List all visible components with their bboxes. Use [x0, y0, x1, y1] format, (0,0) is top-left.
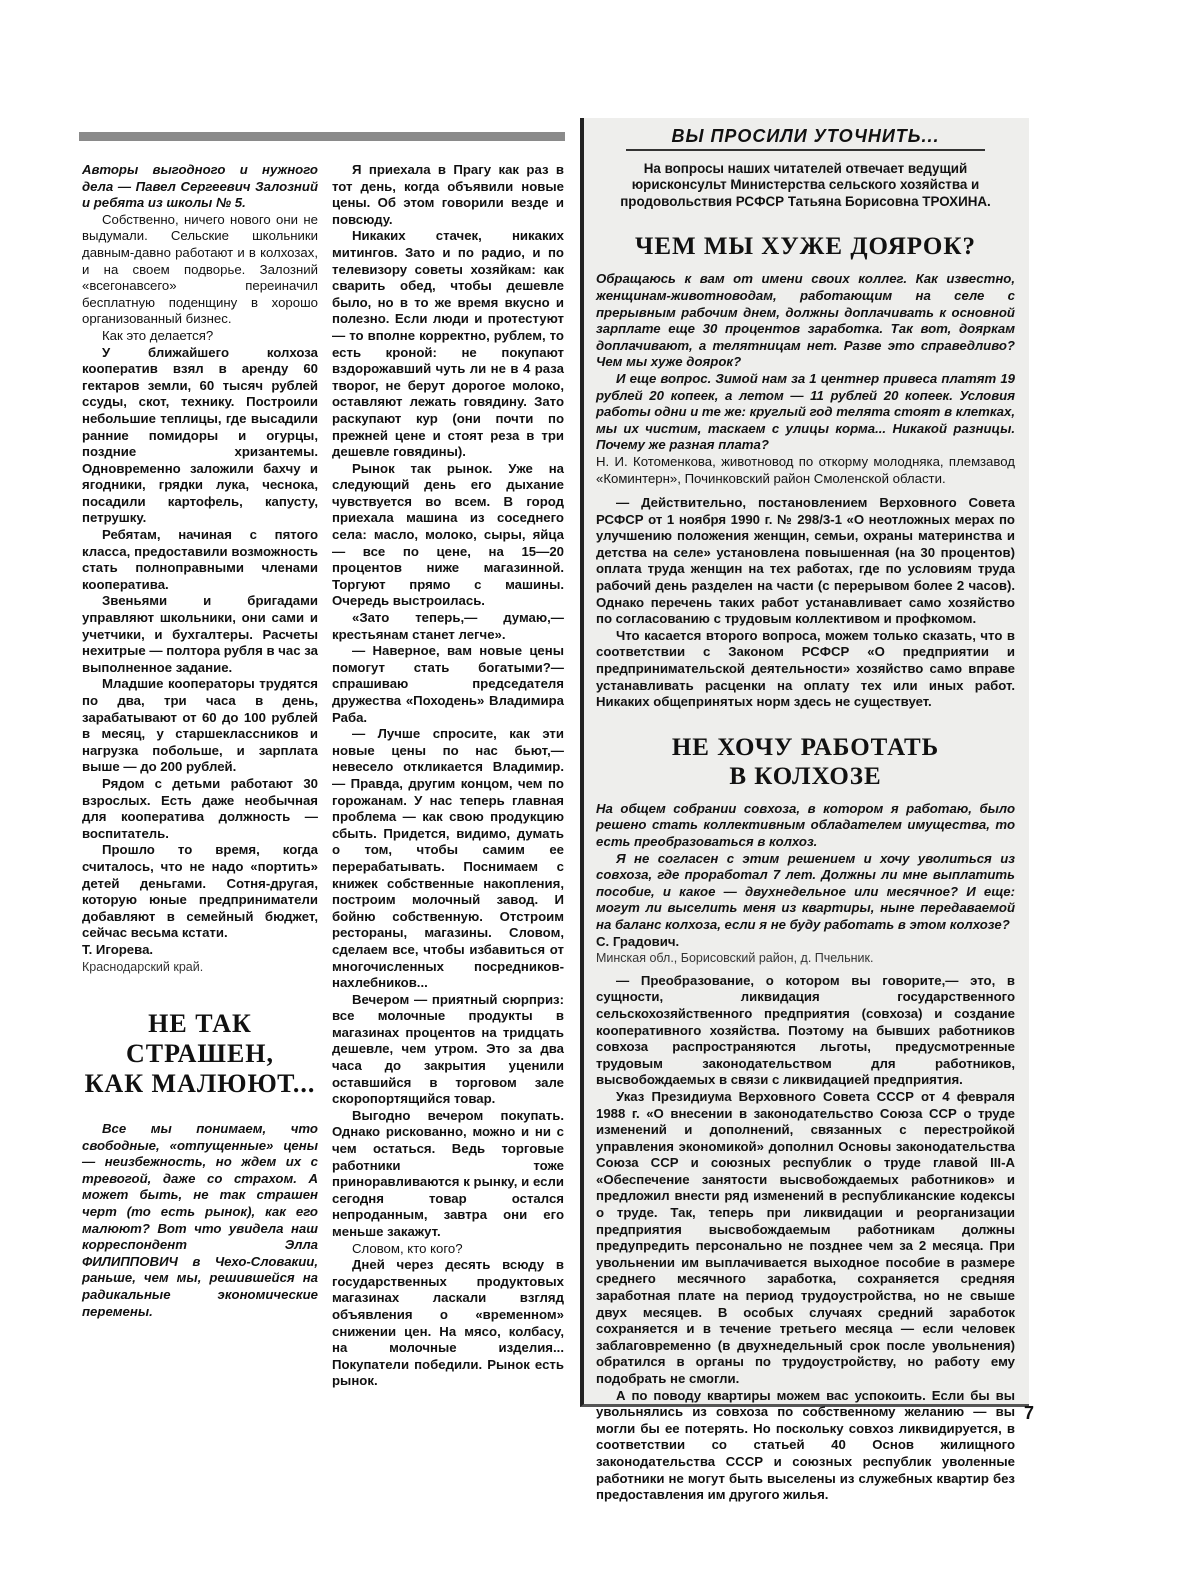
article-paragraph: «Зато теперь,— думаю,— крестьянам станет легче». — [332, 610, 564, 642]
headline-line: КАК МАЛЮЮТ... — [84, 1069, 316, 1099]
article-paragraph: Рынок так рынок. Уже на следующий день его дыхание чувствуется во всем. В город приехала машина из соседнего села: масло, молоко, сыры, яйца — все по цене, на 15—20 процентов ниже магазинной. Торгуют прямо с машины. Очередь выстроилась. — [332, 460, 564, 609]
article-paragraph: Прошло то время, когда считалось, что не надо «портить» детей деньгами. Сотня-другая, которую юные предприниматели добавляют в семейный бюджет, сейчас весьма кстати. — [82, 842, 318, 941]
qa-sidebar — [580, 118, 1029, 1503]
qa1-question: Обращаюсь к вам от имени своих коллег. Как известно, женщинам-животноводам, работающим на селе с прерывным рабочим днем, должны доплачивать к основной зарплате еще 30 процентов заработка. Так вот, дояркам доплачивают, а телятницам нет. Разве это справедливо? Чем мы хуже доярок? — [596, 271, 1015, 370]
second-article-lead: Все мы понимаем, что свободные, «отпущенные» цены — неизбежность, но ждем их с тревогой, даже со страхом. А может быть, не так страшен черт (то есть рынок), как его малюют? Вот что увидела наш корреспондент Элла ФИЛИППОВИЧ в Чехо-Словакии, раньше, чем мы, решившейся на радикальные экономические перемены. — [82, 1121, 318, 1319]
second-article-headline — [82, 1009, 318, 1099]
qa2-question: Я не согласен с этим решением и хочу уволиться из совхоза, где проработал 7 лет. Должны ли мне выплатить пособие, и какое — двухнедельное или месячное? И еще: могут ли выселить меня из квартиры, ныне передаваемой на баланс колхоза, если я не буду работать в этом колхозе? — [596, 850, 1015, 932]
article-paragraph: Ребятам, начиная с пятого класса, предоставили возможность стать полноправными членами кооператива. — [82, 527, 318, 592]
article-paragraph: Словом, кто кого? — [352, 1240, 463, 1256]
article-intro: Авторы выгодного и нужного дела — Павел Сергеевич Залозний и ребята из школы № 5. — [82, 162, 318, 211]
article-author: Т. Игорева. — [82, 941, 154, 957]
qa2-answer: — Преобразование, о котором вы говорите,— это, в сущности, ликвидация государственного сельскохозяйственного предприятия (совхоза) и создание кооперативного хозяйства. Поэтому на бывших работников совхоза распространяются льготы, предусмотренные трудовым законодательством для работников, высвобождаемых в связи с ликвидацией предприятия. — [596, 972, 1015, 1088]
article-paragraph: Я приехала в Прагу как раз в тот день, когда объявили новые цены. Об этом говорили везде и повсюду. — [332, 162, 564, 227]
rubric-intro: На вопросы наших читателей отвечает ведущий юрисконсульт Министерства сельского хозяйства и продовольствия РСФСР Татьяна Борисовна ТРОХИНА. — [620, 160, 991, 209]
qa1-question: И еще вопрос. Зимой нам за 1 центнер привеса платят 19 рублей 20 копеек, а летом — 11 рублей 20 копеек. Условия работы одни и те же: круглый год телята стоят в клетках, мы их чистим, таскаем с улицы корма... Никакой разницы. Почему же разная плата? — [596, 370, 1015, 453]
rubric-title: ВЫ ПРОСИЛИ УТОЧНИТЬ... — [626, 128, 985, 151]
qa2-answer: Указ Президиума Верховного Совета СССР от 4 февраля 1988 г. «О внесении в законодательство Союза ССР о труде изменений и дополнений, связанных с перестройкой управления экономикой» дополнил Основы законодательства Союза ССР и союзных республик о труде главой III-А «Обеспечение занятости высвобождаемых работников» и предложил внести ряд изменений в республиканские кодексы о труде. Так, теперь при ликвидации и реорганизации предприятия высвобождаемым работникам должны предупредить персонально не позднее чем за 2 месяца. При увольнении им выплачивается выходное пособие в размере среднего месячного заработка, сохраняется средняя заработная плате на период трудоустройства, но не свыше двух месяцев. В особых случаях средний заработок сохраняется и в течение третьего месяца — если человек заблаговременно (в двухнедельный срок после увольнения) обратился в органы по трудоустройству, но работу ему подобрать не смогли. — [596, 1088, 1015, 1386]
article-paragraph: Никаких стачек, никаких митингов. Зато и по радио, и по телевизору советы хозяйкам: как сварить обед, чтобы дешевле было, но в то же время вкусно и полезно. Если люди и протестуют — то вполне корректно, рублем, то есть кроной: не покупают вздорожавший чуть ли не в 4 раза творог, не берут дорогое молоко, оставляют лежать говядину. Зато раскупают кур (они почти по прежней цене и стоят реза в три дешевле говядины). — [332, 228, 564, 460]
article-paragraph: — Лучше спросите, как эти новые цены по нас бьют,— невесело откликается Владимир.— Правда, другим концом, чем по горожанам. У нас теперь главная проблема — как свою продукцию сбыть. Придется, видимо, думать о том, чтобы самим ее перерабатывать. Поснимаем с книжек собственные накопления, построим молочный завод. И бойню собственную. Отстроим рестораны, магазины. Словом, сделаем все, чтобы избавиться от многочисленных посредников-нахлебников... — [332, 726, 564, 991]
article-paragraph: У ближайшего колхоза кооператив взял в аренду 60 гектаров земли, 60 тысяч рублей ссуды, скот, технику. Построили небольшие теплицы, где высадили ранние помидоры и огурцы, поздние хризантемы. Одновременно заложили бахчу и ягодники, грядки лука, чеснока, посадили картофель, капусту, петрушку. — [82, 344, 318, 526]
qa2-signer: С. Градович. — [596, 933, 680, 949]
qa2-question: На общем собрании совхоза, в котором я работаю, было решено стать коллективным обладателем имущества, то есть преобразоваться в колхоз. — [596, 800, 1015, 849]
qa1-answer: Что касается второго вопроса, можем только сказать, что в соответствии с Законом РСФСР «О предприятии и предпринимательской деятельности» хозяйство само вправе устанавливать расценки на оплату тех или иных работ. Никаких общепринятых норм здесь не существует. — [596, 627, 1015, 710]
article-paragraph: — Наверное, вам новые цены помогут стать богатыми?— спрашиваю председателя дружества «Походень» Владимира Раба. — [332, 643, 564, 725]
article-paragraph: Дней через десять всюду в государственных продуктовых магазинах ласкали взгляд объявления о «временном» снижении цен. На мясо, колбасу, на молочные изделия... Покупатели победили. Рынок есть рынок. — [332, 1257, 564, 1389]
page-number: 7 — [1024, 1403, 1035, 1423]
article-place: Краснодарский край. — [82, 959, 204, 974]
article-paragraph: Как это делается? — [102, 327, 214, 343]
middle-column — [332, 162, 564, 1390]
article-paragraph: Собственно, ничего нового они не выдумали. Сельские школьники давным-давно работают и в колхозах, и на своем подворье. Залозний «всегонавсего» переиначил бесплатную поденщину в хорошо организованный бизнес. — [82, 211, 318, 327]
headline-line: НЕ ХОЧУ РАБОТАТЬ — [671, 733, 940, 761]
left-column — [82, 162, 318, 1320]
qa1-headline: ЧЕМ МЫ ХУЖЕ ДОЯРОК? — [635, 233, 976, 261]
qa1-block — [596, 271, 1015, 710]
qa1-signature: Н. И. Котоменкова, животновод по откорму молодняка, племзавод «Коминтерн», Починковский район Смоленской области. — [596, 453, 1015, 486]
article-paragraph: Вечером — приятный сюрприз: все молочные продукты в магазинах процентов на тридцать дешевле, чем утром. Это за два часа до закрытия уценили оставшийся в торговом зале скоропортящийся товар. — [332, 991, 564, 1107]
article-paragraph: Выгодно вечером покупать. Однако рискованно, можно и ни с чем остаться. Ведь торговые работники тоже приноравливаются к рынку, и если сегодня товар остался непроданным, завтра они его меньше закажут. — [332, 1107, 564, 1239]
qa2-headline — [596, 733, 1015, 791]
top-rule — [79, 132, 565, 141]
article-paragraph: Рядом с детьми работают 30 взрослых. Есть даже необычная для кооператива должность — воспитатель. — [82, 775, 318, 841]
article-paragraph: Младшие кооператоры трудятся по два, три часа в день, зарабатывают от 60 до 100 рублей в месяц, у старшеклассников и нагрузка побольше, и зарплата выше — до 200 рублей. — [82, 676, 318, 775]
qa2-block — [596, 801, 1015, 1504]
article-paragraph: Звеньями и бригадами управляют школьники, они сами и учетчики, и бухгалтеры. Расчеты нехитрые — полтора рубля в час за выполненное задание. — [82, 593, 318, 675]
qa2-place: Минская обл., Борисовский район, д. Пчельник. — [596, 951, 874, 966]
qa1-answer: — Действительно, постановлением Верховного Совета РСФСР от 1 ноября 1990 г. № 298/3-1 «О неотложных мерах по улучшению положения женщин, семьи, охраны материнства и детства на селе» установлена повышенная (на 30 процентов) оплата труда женщин на тех работах, где по условиям труда рабочий день разделен на части (с перерывом более 2 часов). Однако перечень таких работ устанавливает само хозяйство по согласованию с трудовым коллективом и профкомом. — [596, 495, 1015, 627]
qa2-answer: А по поводу квартиры можем вас успокоить. Если бы вы увольнялись из совхоза по собственному желанию — вы могли бы ее потерять. Но поскольку совхоз ликвидируется, в соответствии со статьей 40 Основ жилищного законодательства СССР и союзных республик уволенные работники не могут быть выселены из служебных квартир без предоставления им другого жилья. — [596, 1387, 1015, 1503]
headline-line: СТРАШЕН, — [125, 1039, 275, 1069]
headline-line: В КОЛХОЗЕ — [729, 762, 882, 790]
headline-line: НЕ ТАК — [148, 1009, 252, 1039]
